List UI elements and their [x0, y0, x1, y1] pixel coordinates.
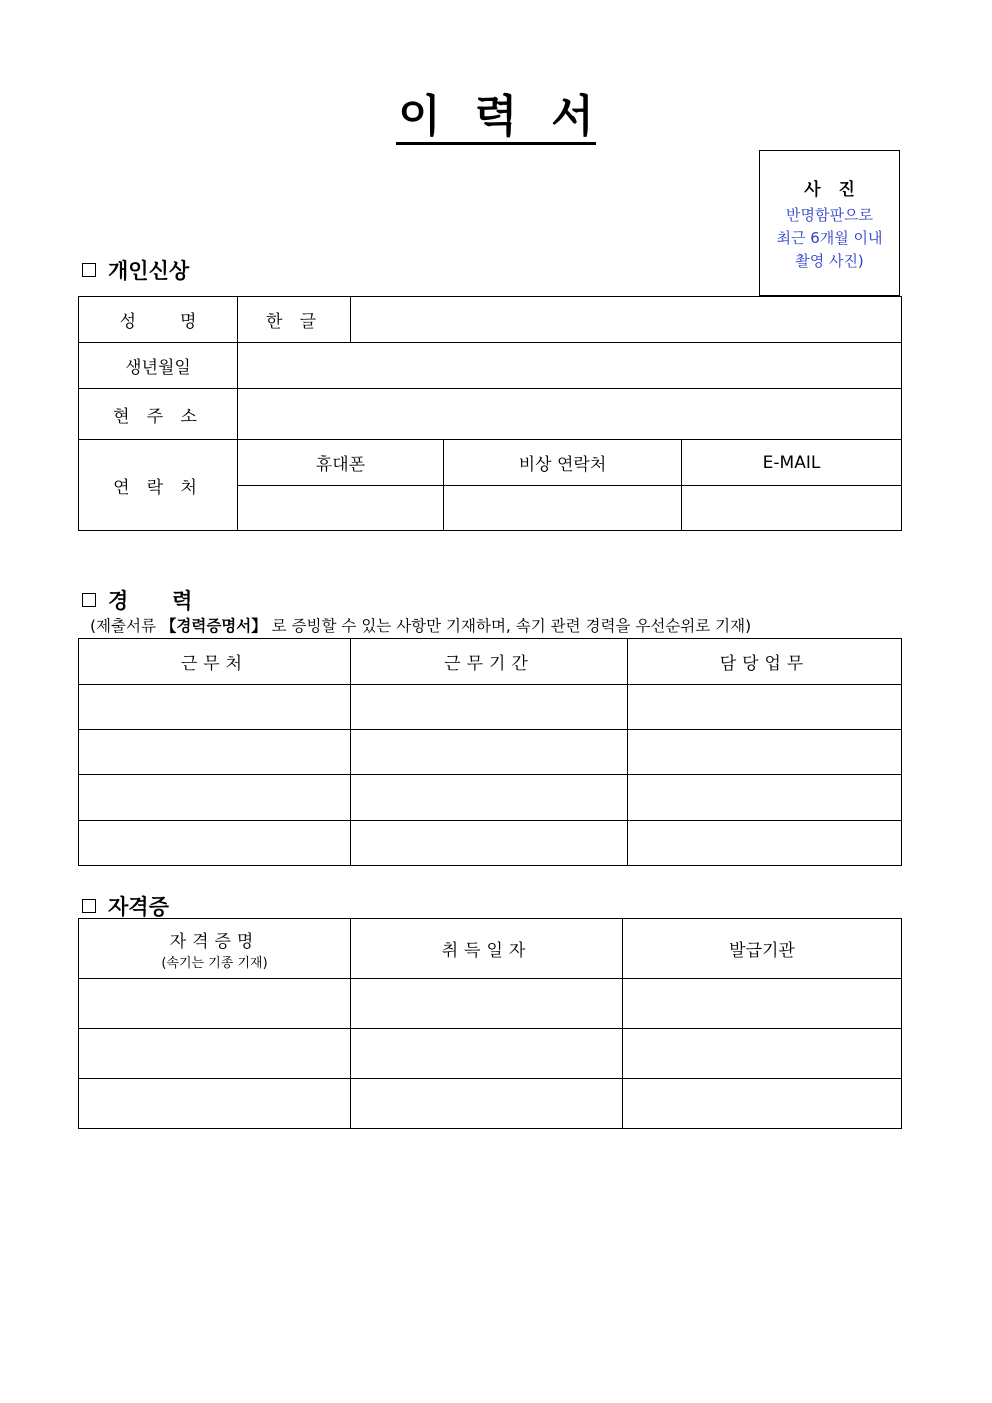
emergency-contact-field[interactable] — [444, 486, 682, 531]
license-cell[interactable] — [79, 979, 351, 1029]
document-title — [0, 92, 992, 145]
career-cell[interactable] — [79, 821, 351, 866]
license-header-issuer: 발급기관 — [623, 919, 902, 979]
license-cell[interactable] — [351, 1029, 623, 1079]
career-cell[interactable] — [351, 821, 628, 866]
checkbox-icon — [82, 263, 96, 277]
mobile-field[interactable] — [238, 486, 444, 531]
hangul-label: 한 글 — [238, 297, 351, 343]
photo-label: 사 진 — [804, 180, 855, 200]
license-cell[interactable] — [623, 1029, 902, 1079]
career-header-period: 근무기간 — [351, 639, 628, 685]
checkbox-icon — [82, 899, 96, 913]
email-field[interactable] — [682, 486, 902, 531]
title-char-2: 력 — [474, 91, 518, 142]
personal-info-table — [78, 296, 902, 531]
contact-label: 연 락 처 — [79, 440, 238, 531]
photo-note: 반명함판으로 최근 6개월 이내 촬영 사진) — [776, 206, 883, 270]
table-row — [79, 685, 902, 730]
title-char-3: 서 — [551, 91, 594, 142]
career-header-duties: 담당업무 — [628, 639, 902, 685]
career-cell[interactable] — [79, 730, 351, 775]
section-heading-career: 경 력 — [82, 585, 192, 615]
address-value-field[interactable] — [238, 389, 902, 440]
career-cell[interactable] — [351, 730, 628, 775]
table-row — [79, 821, 902, 866]
table-row — [79, 1079, 902, 1129]
career-cell[interactable] — [79, 775, 351, 821]
title-char-1: 이 — [398, 91, 441, 142]
license-cell[interactable] — [351, 979, 623, 1029]
name-label: 성 명 — [79, 297, 238, 343]
career-note: (제출서류 【경력증명서】 로 증빙할 수 있는 사항만 기재하며, 속기 관련 경력을 우선순위로 기재) — [90, 617, 752, 635]
career-header-workplace: 근무처 — [79, 639, 351, 685]
name-value-field[interactable] — [351, 297, 902, 343]
birth-value-field[interactable] — [238, 343, 902, 389]
table-row — [79, 1029, 902, 1079]
career-cell[interactable] — [628, 685, 902, 730]
email-header: E-MAIL — [682, 440, 902, 486]
career-cell[interactable] — [628, 775, 902, 821]
license-cell[interactable] — [351, 1079, 623, 1129]
license-cell[interactable] — [623, 979, 902, 1029]
table-row — [79, 775, 902, 821]
photo-box[interactable] — [759, 150, 900, 296]
license-cell[interactable] — [623, 1079, 902, 1129]
career-cell[interactable] — [351, 775, 628, 821]
career-cell[interactable] — [628, 730, 902, 775]
section-heading-personal: 개인신상 — [82, 255, 189, 285]
mobile-header: 휴대폰 — [238, 440, 444, 486]
birth-label: 생년월일 — [79, 343, 238, 389]
table-row — [79, 979, 902, 1029]
license-cell[interactable] — [79, 1079, 351, 1129]
section-heading-license: 자격증 — [82, 891, 169, 921]
table-row — [79, 730, 902, 775]
career-cell[interactable] — [79, 685, 351, 730]
license-header-date: 취득일자 — [351, 919, 623, 979]
license-header-name: 자격증명 (속기는 기종 기재) — [79, 919, 351, 979]
checkbox-icon — [82, 593, 96, 607]
license-table — [78, 918, 902, 1129]
emergency-contact-header: 비상 연락처 — [444, 440, 682, 486]
address-label: 현 주 소 — [79, 389, 238, 440]
career-table — [78, 638, 902, 866]
license-cell[interactable] — [79, 1029, 351, 1079]
career-cell[interactable] — [351, 685, 628, 730]
career-cell[interactable] — [628, 821, 902, 866]
